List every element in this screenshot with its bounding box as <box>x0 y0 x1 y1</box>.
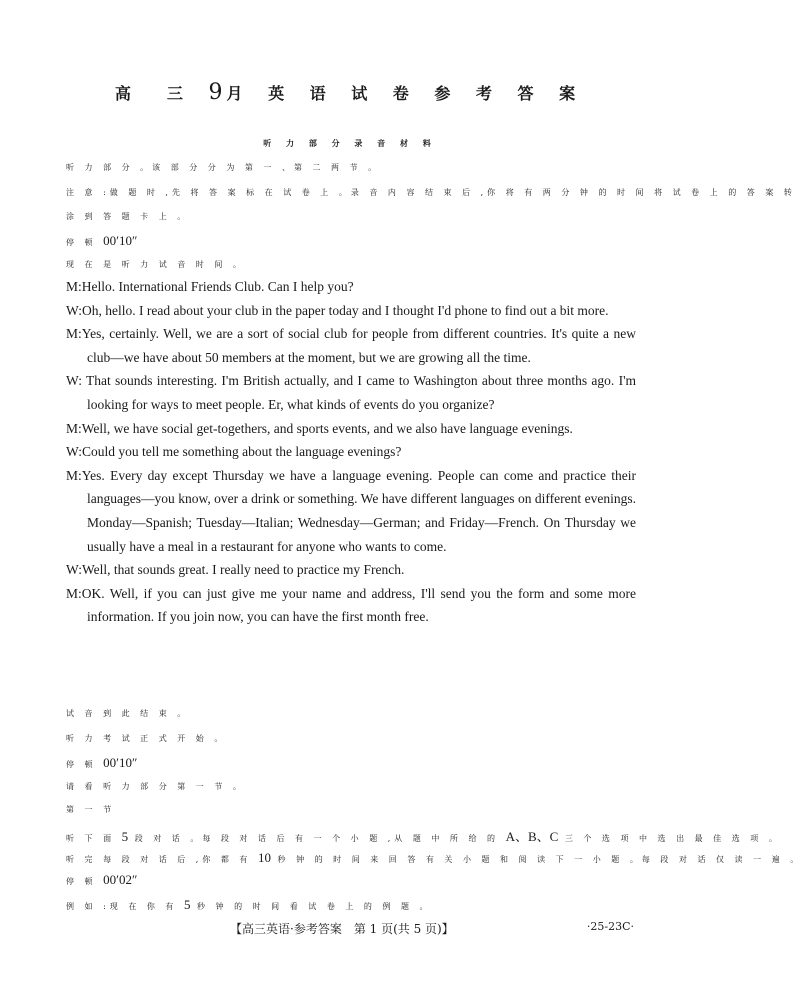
pause-label: 停 顿 <box>66 877 97 886</box>
footer-code: ·25-23C· <box>586 920 634 933</box>
text-fragment: 段 对 话 。每 段 对 话 后 有 一 个 小 题 ,从 题 中 所 给 的 <box>134 834 500 843</box>
instruction-line <box>66 826 781 845</box>
title-suffix: 月 英 语 试 卷 参 考 答 案 <box>226 84 586 103</box>
page-title <box>0 80 700 105</box>
text-fragment: 听 完 每 段 对 话 后 ,你 都 有 <box>66 855 252 864</box>
text-fragment: 秒 钟 的 时 间 来 回 答 有 关 小 题 和 阅 读 下 一 小 题 。每 段 对 话 仅 读 一 遍 。 <box>277 855 802 864</box>
pause-line <box>66 233 137 249</box>
text-fragment: 听 下 面 <box>66 834 116 843</box>
dialogue-turn: M:OK. Well, if you can just give me your name and address, I'll send you the form and some more information. If you join now, you can have the first month free. <box>66 585 636 625</box>
dialogue-turn: W:Could you tell me something about the language evenings? <box>66 444 402 460</box>
dialogue-turn: W:Oh, hello. I read about your club in the paper today and I thought I'd phone to find out a bit more. <box>66 302 609 318</box>
section-subtitle: 听 力 部 分 录 音 材 料 <box>263 138 437 148</box>
text-fragment: 三 个 选 项 中 选 出 最 佳 选 项 。 <box>564 834 781 843</box>
instruction-line: 注 意 :做 题 时 ,先 将 答 案 标 在 试 卷 上 。录 音 内 容 结 束 后 ,你 将 有 两 分 钟 的 时 间 将 试 卷 上 的 答 案 转 <box>66 188 796 197</box>
title-number: 9 <box>208 80 227 105</box>
footer-page-info: 【高三英语·参考答案 第 1 页(共 5 页)】 <box>230 922 454 936</box>
text-number: 10 <box>257 850 271 865</box>
text-number: 5 <box>121 829 129 844</box>
pause-label: 停 顿 <box>66 760 97 769</box>
instruction-line: 现 在 是 听 力 试 音 时 间 。 <box>66 260 245 269</box>
dialogue-turn: W:Well, that sounds great. I really need to practice my French. <box>66 562 405 578</box>
pause-time: 00′10″ <box>103 755 138 770</box>
dialogue-turn: M:Well, we have social get-togethers, and sports events, and we also have language evenings. <box>66 420 573 436</box>
instruction-line: 听 力 考 试 正 式 开 始 。 <box>66 734 227 743</box>
title-prefix: 高 三 <box>114 84 193 103</box>
text-options: A、B、C <box>505 829 559 844</box>
dialogue-turn: M:Yes, certainly. Well, we are a sort of social club for people from different countries. It's quite a new club—we have about 50 members at the moment, but we are growing all the time. <box>66 326 636 365</box>
page-footer <box>0 920 700 940</box>
instruction-line <box>66 897 432 913</box>
pause-label: 停 顿 <box>66 238 97 247</box>
pause-line <box>66 872 137 888</box>
text-fragment: 例 如 :现 在 你 有 <box>66 902 178 911</box>
dialogue-transcript <box>66 275 636 629</box>
instruction-line: 听 力 部 分 。该 部 分 分 为 第 一 、第 二 两 节 。 <box>66 163 381 172</box>
dialogue-turn: M:Hello. International Friends Club. Can I help you? <box>66 279 354 294</box>
dialogue-turn: M:Yes. Every day except Thursday we have a language evening. People can come and practice their languages—you know, over a drink or something. We have different languages on different evenings. Monday—Spanish; Tuesday—Italian; Wednesday—German; and Friday—French. On Thursday we usually have a meal in a restaurant for anyone who wants to come. <box>66 467 636 554</box>
dialogue-turn: W: That sounds interesting. I'm British actually, and I came to Washington about three months ago. I'm looking for ways to meet people. Er, what kinds of events do you organize? <box>66 373 636 412</box>
instruction-line: 涂 到 答 题 卡 上 。 <box>66 212 190 221</box>
instruction-line: 试 音 到 此 结 束 。 <box>66 709 190 718</box>
instruction-line: 请 看 听 力 部 分 第 一 节 。 <box>66 782 245 791</box>
pause-time: 00′10″ <box>103 233 138 248</box>
section-heading: 第 一 节 <box>66 805 116 814</box>
instruction-line <box>66 850 802 866</box>
text-fragment: 秒 钟 的 时 间 看 试 卷 上 的 例 题 。 <box>197 902 432 911</box>
pause-time: 00′02″ <box>103 872 138 887</box>
pause-line <box>66 755 137 771</box>
text-number: 5 <box>183 897 191 912</box>
